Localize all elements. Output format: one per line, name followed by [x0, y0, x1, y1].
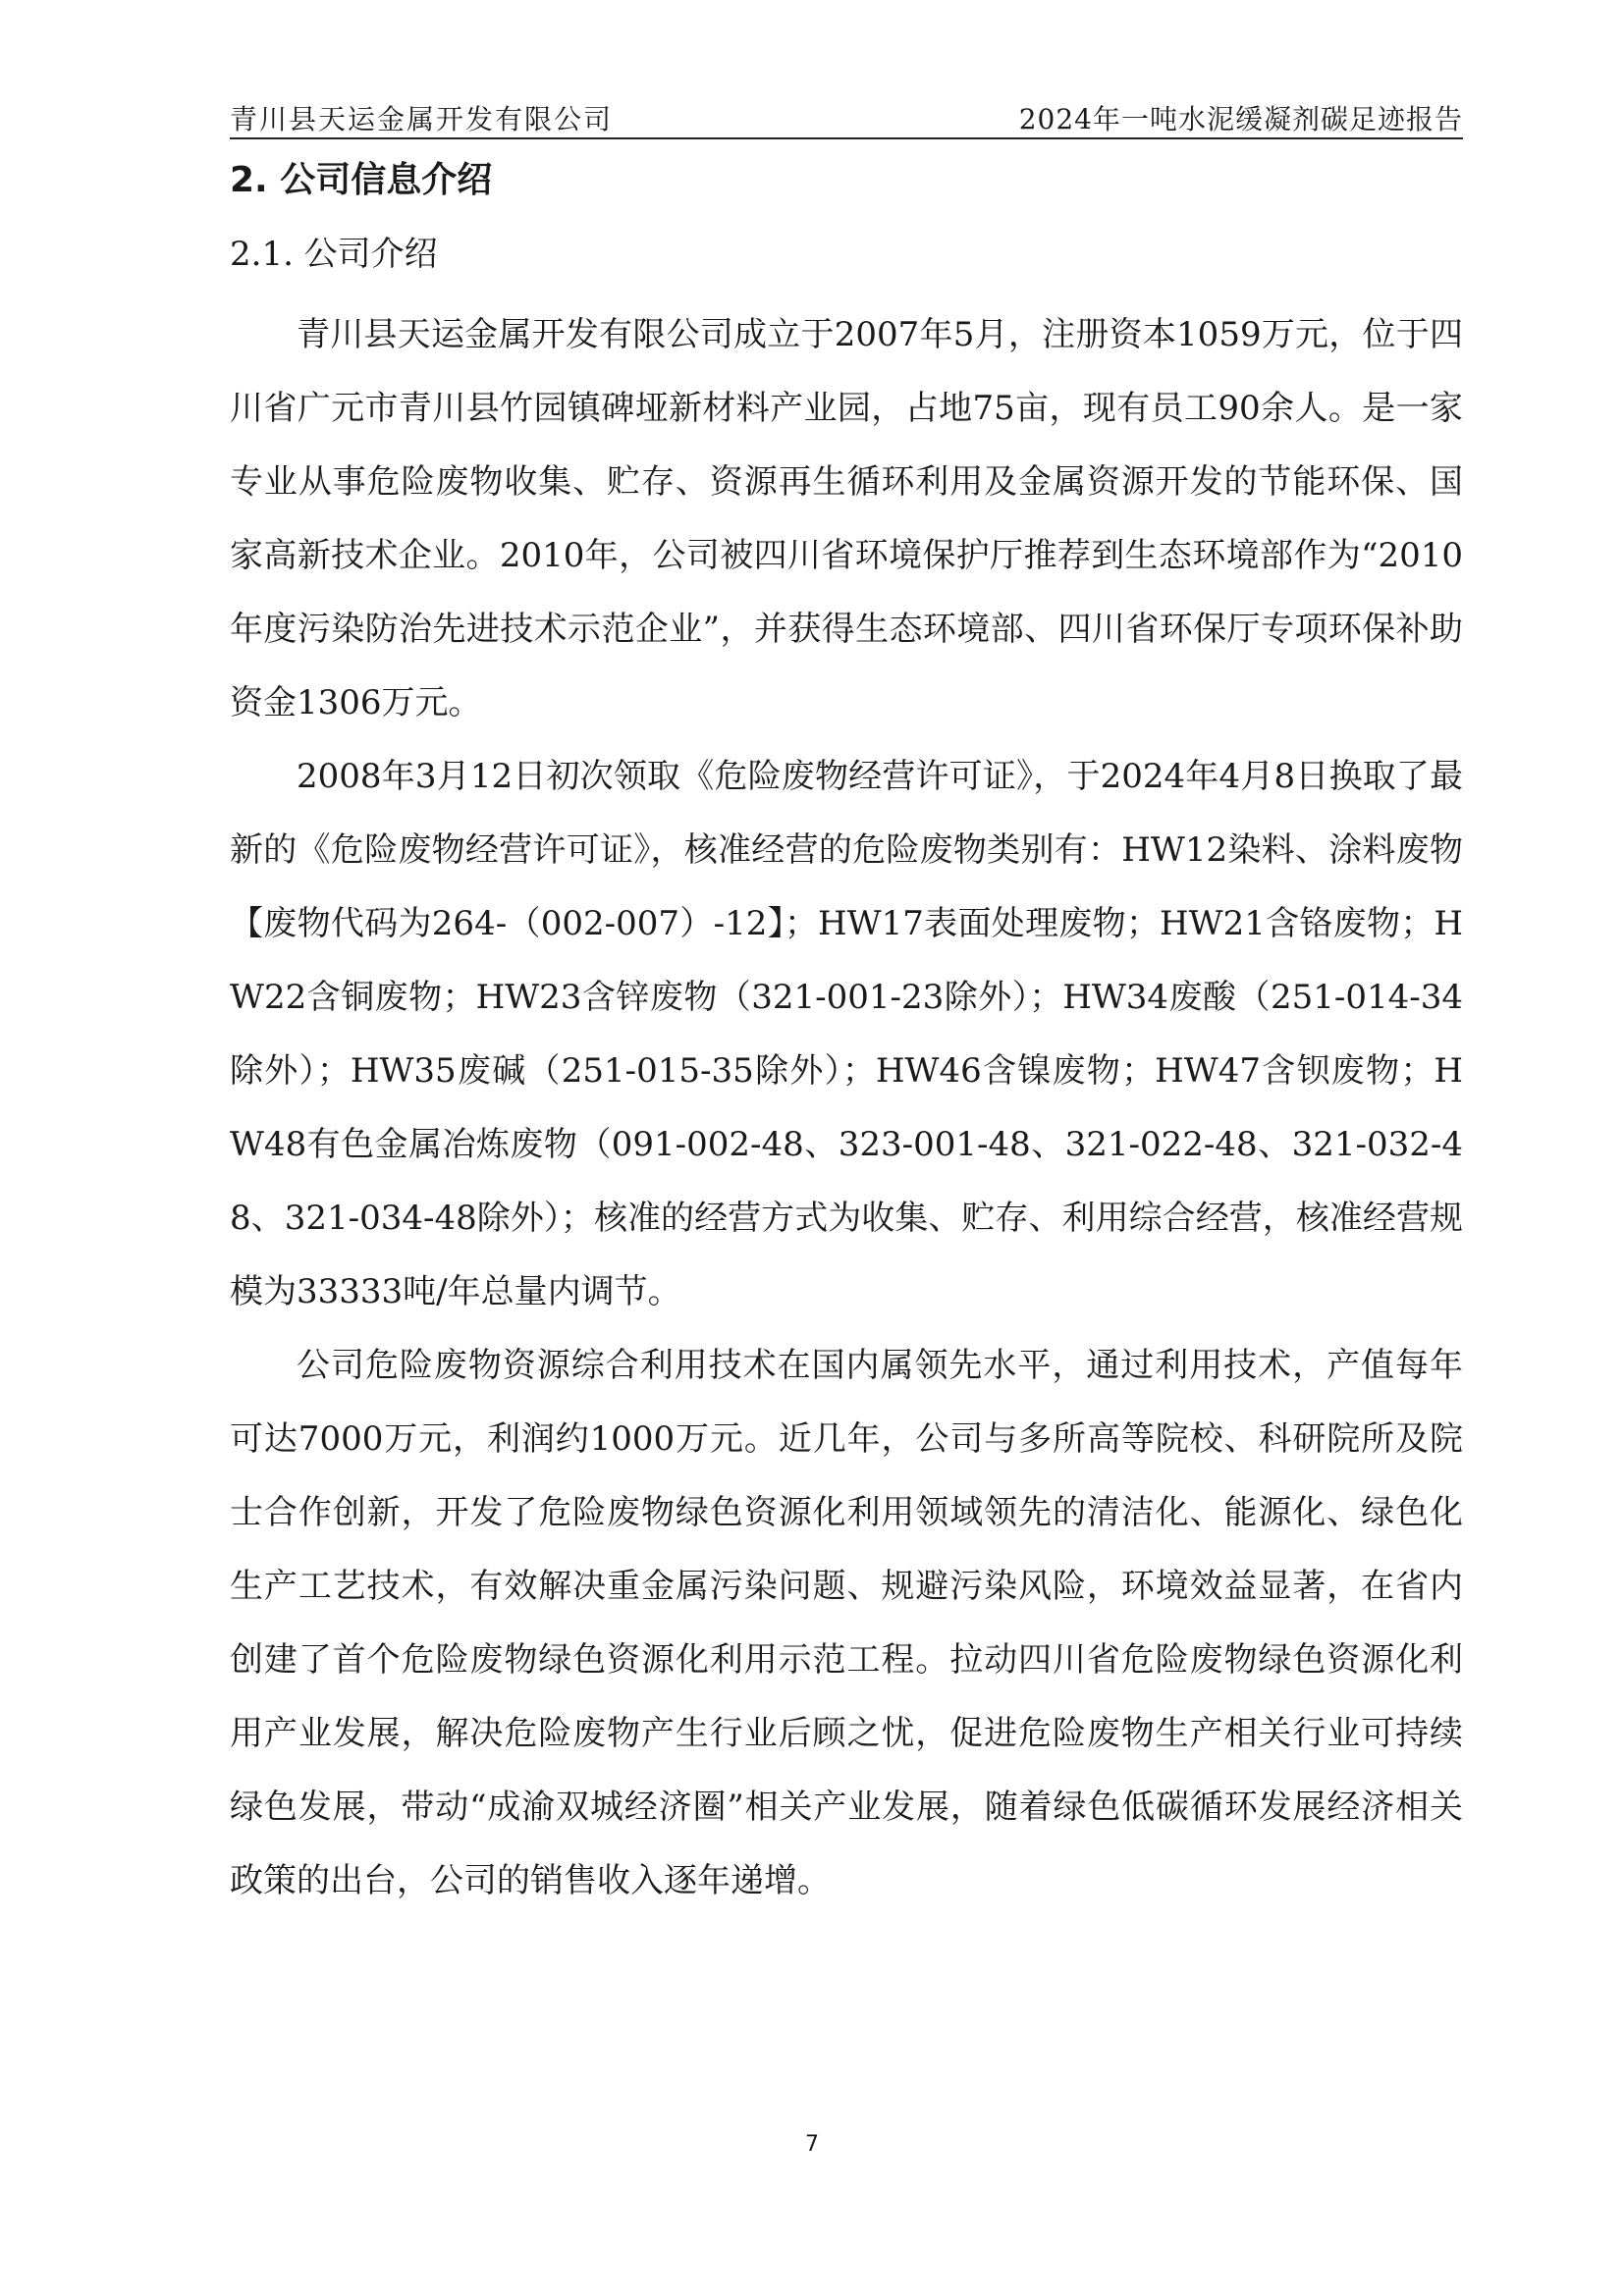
header-report-title: 2024年一吨水泥缓凝剂碳足迹报告: [1018, 103, 1463, 135]
paragraph-waste-license: 2008年3月12日初次领取《危险废物经营许可证》，于2024年4月8日换取了最新的《危险废物经营许可证》，核准经营的危险废物类别有：HW12染料、涂料废物【废物代码为264-（002-007）-12】；HW17表面处理废物；HW21含铬废物；HW22含铜废物；HW23含锌废物（321-001-23除外）；HW34废酸（251-014-34除外）；HW35废碱（251-015-35除外）；HW46含镍废物；HW47含钡废物；HW48有色金属冶炼废物（091-002-48、323-001-48、321-022-48、321-032-48、321-034-48除外）；核准的经营方式为收集、贮存、利用综合经营，核准经营规模为33333吨/年总量内调节。: [230, 757, 1463, 1311]
paragraph-company-overview: 青川县天运金属开发有限公司成立于2007年5月，注册资本1059万元，位于四川省广元市青川县竹园镇碑垭新材料产业园，占地75亩，现有员工90余人。是一家专业从事危险废物收集、贮存、资源再生循环利用及金属资源开发的节能环保、国家高新技术企业。2010年，公司被四川省环境保护厅推荐到生态环境部作为“2010年度污染防治先进技术示范企业”，并获得生态环境部、四川省环保厅专项环保补助资金1306万元。: [230, 315, 1463, 722]
paragraph-technology-benefits: 公司危险废物资源综合利用技术在国内属领先水平，通过利用技术，产值每年可达7000万元，利润约1000万元。近几年，公司与多所高等院校、科研院所及院士合作创新，开发了危险废物绿色资源化利用领域领先的清洁化、能源化、绿色化生产工艺技术，有效解决重金属污染问题、规避污染风险，环境效益显著，在省内创建了首个危险废物绿色资源化利用示范工程。拉动四川省危险废物绿色资源化利用产业发展，解决危险废物产生行业后顾之忧，促进危险废物生产相关行业可持续绿色发展，带动“成渝双城经济圈”相关产业发展，随着绿色低碳循环发展经济相关政策的出台，公司的销售收入逐年递增。: [230, 1346, 1463, 1900]
page-header: [230, 94, 1463, 139]
page-number: 7: [805, 2132, 819, 2157]
body-text: [230, 298, 1463, 1918]
section-title: 2. 公司信息介绍: [230, 160, 493, 200]
header-company-name: 青川县天运金属开发有限公司: [230, 103, 614, 135]
subsection-title: 2.1. 公司介绍: [230, 235, 438, 274]
